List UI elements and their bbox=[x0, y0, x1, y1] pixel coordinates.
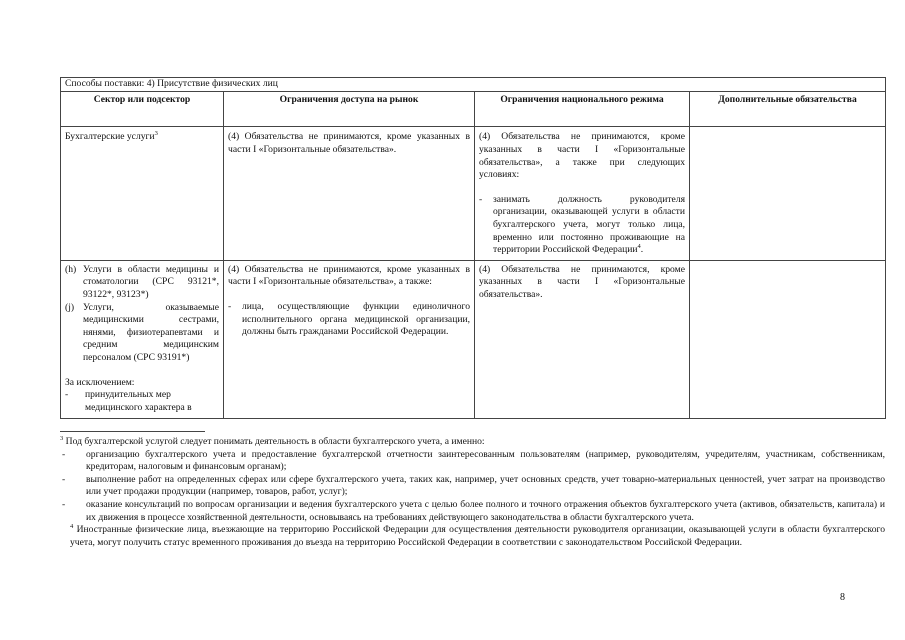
list-item: - лица, осуществляющие функции единоличного исполнительного органа медицинской организации, должны быть гражданами Российской Федерации. bbox=[228, 301, 470, 338]
modes-of-supply-row bbox=[61, 78, 886, 92]
additional-cell bbox=[690, 127, 886, 261]
header-national-treatment: Ограничения национального режима bbox=[475, 91, 690, 127]
modes-of-supply: Способы поставки: 4) Присутствие физических лиц bbox=[61, 78, 886, 92]
footnote-separator bbox=[60, 431, 205, 432]
commitments-table bbox=[60, 77, 886, 419]
footnote-ref: 4 bbox=[637, 242, 641, 250]
national-treatment-intro: (4) Обязательства не принимаются, кроме указанных в части I «Горизонтальные обязательства», а также при следующих условиях: bbox=[479, 131, 685, 181]
market-access-cell: (4) Обязательства не принимаются, кроме указанных в части I «Горизонтальные обязательства». bbox=[224, 127, 475, 261]
footnote-ref: 3 bbox=[154, 130, 158, 138]
list-item: - выполнение работ на определенных сферах или сфере бухгалтерского учета, таких как, например, учет основных средств, учет товарно-материальных ценностей, учет затрат на производство или учет продажи продукции (например, товаров, работ, услуг); bbox=[62, 473, 885, 498]
header-market-access: Ограничения доступа на рынок bbox=[224, 91, 475, 127]
footnotes bbox=[60, 436, 885, 549]
table-row bbox=[61, 127, 886, 261]
list-item: - оказание консультаций по вопросам организации и ведения бухгалтерского учета с целью более полного и точного отражения объектов бухгалтерского учета (активов, обязательств, капитала) и их движения в процессе хозяйственной деятельности, основываясь на требованиях действующего законодательства в области бухгалтерского учета. bbox=[62, 498, 885, 523]
header-additional: Дополнительные обязательства bbox=[690, 91, 886, 127]
list-item: (j) Услуги, оказываемые медицинскими сестрами, нянями, физиотерапевтами и средним медицинским персоналом (СРС 93191*) bbox=[65, 301, 219, 364]
sector-nursing: Услуги, оказываемые медицинскими сестрами, нянями, физиотерапевтами и средним медицинским персоналом (СРС 93191*) bbox=[83, 301, 219, 364]
list-item: (h) Услуги в области медицины и стоматологии (СРС 93121*, 93122*, 93123*) bbox=[65, 263, 219, 301]
sector-medical: Услуги в области медицины и стоматологии (СРС 93121*, 93122*, 93123*) bbox=[83, 263, 219, 301]
market-access-condition: лица, осуществляющие функции единоличного исполнительного органа медицинской организации, должны быть гражданами Российской Федерации. bbox=[242, 301, 470, 338]
footnote-3: $^3$ Под бухгалтерской услугой следует понимать деятельность в области бухгалтерского учета, а именно: bbox=[60, 434, 485, 447]
exception-label: За исключением: bbox=[65, 376, 135, 388]
exception-item: принудительных мер медицинского характера в bbox=[85, 389, 192, 413]
page-number: 8 bbox=[840, 592, 845, 603]
footnote-4: $^4$ Иностранные физические лица, въезжающие на территорию Российской Федерации для осуществления деятельности руководителя организации, оказывающей услуги в области бухгалтерского учета, могут получить статус временного проживания до въезда на территорию Российской Федерации в соответствии с законодательством Российской Федерации. bbox=[70, 522, 886, 548]
header-sector: Сектор или подсектор bbox=[61, 91, 224, 127]
market-access-intro: (4) Обязательства не принимаются, кроме указанных в части I «Горизонтальные обязательства», а также: bbox=[228, 263, 470, 288]
sector-accounting: Бухгалтерские услуги bbox=[65, 131, 155, 143]
market-access-cell bbox=[224, 260, 475, 418]
list-item: - принудительных мер медицинского характера в bbox=[65, 389, 219, 414]
national-treatment-condition: занимать должность руководителя организации, оказывающей услуги в области бухгалтерского учета, могут только лица, временно или постоянно проживающие на территории Российской Федерации bbox=[493, 193, 685, 256]
header-row bbox=[61, 91, 886, 127]
national-treatment-cell: (4) Обязательства не принимаются, кроме указанных в части I «Горизонтальные обязательства». bbox=[475, 260, 690, 418]
additional-cell bbox=[690, 260, 886, 418]
list-item: - организацию бухгалтерского учета и предоставление бухгалтерской отчетности заинтересованным пользователям (например, руководителям, учредителям, участникам, собственникам, кредиторам, налоговым и финансовым органам); bbox=[62, 448, 885, 473]
list-item: - занимать должность руководителя организации, оказывающей услуги в области бухгалтерского учета, могут только лица, временно или постоянно проживающие на территории Российской Федерации$^4$. bbox=[479, 193, 685, 256]
sector-cell bbox=[61, 260, 224, 418]
national-treatment-cell bbox=[475, 127, 690, 261]
table-row bbox=[61, 260, 886, 418]
sector-cell bbox=[61, 127, 224, 261]
